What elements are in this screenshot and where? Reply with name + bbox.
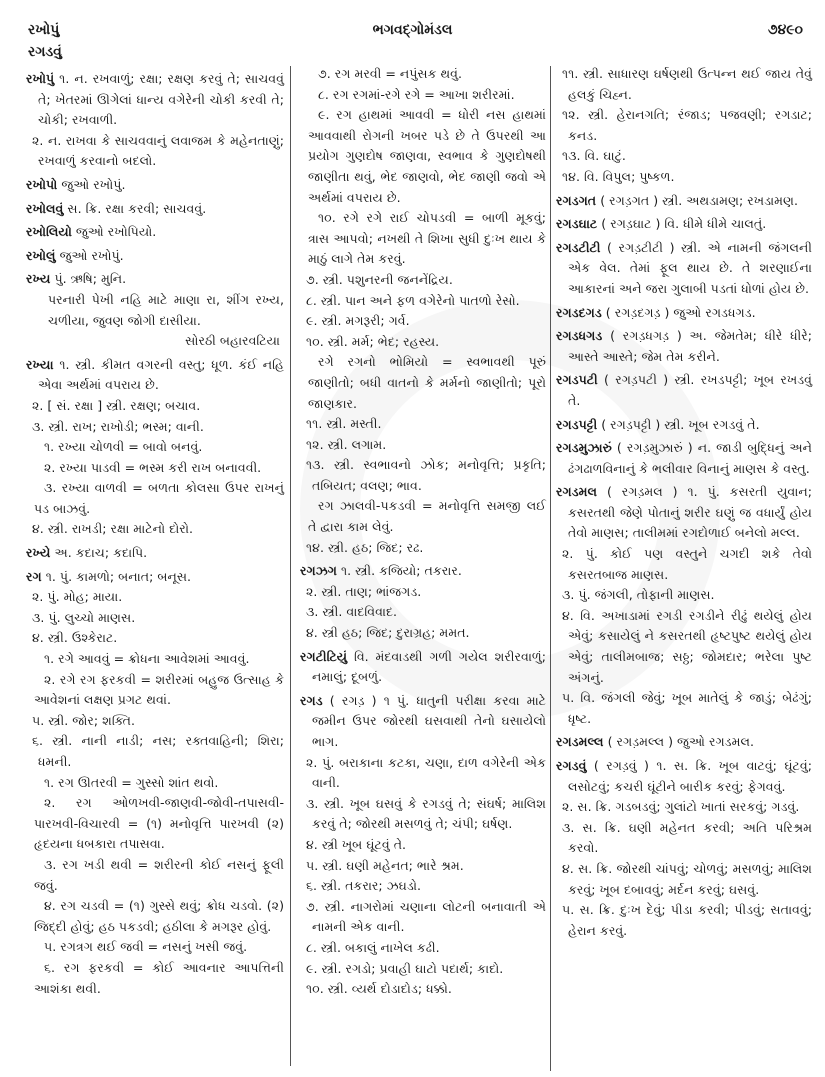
idiom-line (300, 352, 546, 414)
idiom-line (26, 958, 284, 999)
column-divider (290, 66, 291, 1066)
sense-line (26, 608, 284, 629)
definition-text: ૧૦. સ્ત્રી. વ્યર્થ દોડાદોડ; ધક્કો. (306, 981, 452, 997)
definition-text: ૧. રગે આવવું = ક્રોધના આવેશમાં આવવું. (44, 651, 250, 667)
definition-text: ૩. સ. ક્રિ. ઘણી મહેનત કરવી; અતિ પરિશ્રમ કરવો. (562, 819, 812, 856)
definition-text: ૧. સ્ત્રી. કીમત વગરની વસ્તુ; ધૂળ. કંઈ નહિ એવા અર્થમાં વપરાય છે. (38, 356, 284, 393)
definition-text: ૪. વિ. અખાડામાં રગડી રગડીને રીઢું થયેલું હોય એવું; કસાયેલું ને કસરતથી હૃષ્ટપુષ્ટ થયેલું હોય એવું; તાલીમબાજ; સઠ્ઠ; જોમદાર; ભરેલા પુષ્ટ અંગનું. (562, 607, 812, 685)
headword: રગડવું (556, 758, 587, 773)
definition-text: ૬. સ્ત્રી. તકરાર; ઝઘડો. (306, 878, 421, 894)
headword: રગડમુઝારું (556, 440, 612, 456)
dictionary-entry (26, 269, 284, 290)
dictionary-entry (26, 246, 284, 267)
definition-text: ( રગડ઼પટ્ટી ) સ્ત્રી. ખૂબ રગડવું તે. (601, 416, 760, 432)
headword: રખ્યા (26, 356, 54, 372)
headword: રગડગત (556, 192, 597, 208)
sense-line (556, 64, 812, 105)
quotation (26, 331, 284, 352)
definition-text: ( રગડ઼ટીટી ) સ્ત્રી. એ નામની જંગલની એક વેલ. તેમાં ફૂલ થાય છે. તે શરણાઈના આકારનાં અને જરા ગુલાબી પડતાં ધોળાં હોય છે. (568, 239, 812, 296)
sense-line (300, 270, 546, 291)
definition-text: ( રગડ઼વું ) ૧. સ. ક્રિ. ખૂબ વાટવું; ઘૂંટવું; લસોટવું; કચરી ઘૂંટીને બારીક કરવું; ફેગવવું. (568, 758, 812, 794)
definition-text: ( રગડ઼મલ ) ૧. પું. કસરતી યુવાન; કસરતથી જેણે પોતાનું શરીર ઘણું જ વધાર્યું હોય તેવો માણસ; તાલીમમાં રગદોળાઈ બનેલો મલ્લ. (568, 484, 812, 541)
definition-text: ૫. સ. ક્રિ. દુઃખ દેવું; પીડા કરવી; પીડવું; સતાવવું; હેરાન કરવું. (562, 902, 812, 938)
definition-text: ૨. રખ્યા પાડવી = ભસ્મ કરી રાખ બનાવવી. (44, 459, 262, 475)
definition-text: ૮. સ્ત્રી. બકાલું નાખેલ કઢી. (306, 939, 440, 955)
definition-text: પું. ઋષિ; મુનિ. (54, 271, 127, 287)
sense-line (300, 582, 546, 603)
headword: રખોલિયો (26, 224, 72, 240)
headword: રગડઘાટ (556, 216, 598, 232)
definition-text: ૨. પું. મોહ; માયા. (32, 589, 123, 605)
sense-line (556, 105, 812, 146)
definition-text: ૭. સ્ત્રી. નાગરોમાં ચણાના લોટની બનાવાતી એ નામની એક વાની. (306, 898, 546, 935)
definition-text: ૧. રખ્યા ચોળવી = બાવો બનવું. (44, 439, 203, 455)
sense-line (556, 585, 812, 606)
definition-text: ૩. પું. લુચ્ચો માણસ. (32, 609, 136, 625)
sense-line (26, 131, 284, 172)
headword: રગડમલ (556, 484, 598, 500)
idiom-line (26, 437, 284, 458)
definition-text: સોરઠી બહારવટિયા (185, 333, 280, 349)
definition-text: ૬. રગ ફરકવી = કોઈ આવનાર આપત્તિની આશંકા થવી. (34, 959, 284, 996)
definition-text: ૫. રગત્રગ થઈ જવી = નસનું ખસી જવું. (44, 939, 248, 955)
page-number: ૭૪૯૦ (767, 22, 803, 38)
idiom-line (26, 937, 284, 958)
definition-text: ૨. ન. રાખવા કે સાચવવાનું લવાજમ કે મહેનતાણું; રખવાળું કરવાનો બદલો. (32, 132, 284, 169)
headword: રગડટીટી (556, 239, 601, 255)
dictionary-entry (556, 303, 812, 324)
definition-text: ( રગડ઼ધગડ઼ ) અ. જેમતેમ; ધીરે ધીરે; આસ્તે આસ્તે; જેમ તેમ કરીને. (568, 328, 812, 364)
dictionary-entry (556, 438, 812, 479)
definition-text: ૯. સ્ત્રી. મગરૂરી; ગર્વ. (306, 313, 410, 329)
sense-line (300, 332, 546, 353)
definition-text: ૧. પું. કામળો; બનાત; બનૂસ. (45, 568, 192, 584)
idiom-line (26, 793, 284, 855)
headword: રગડદગડ (556, 304, 602, 320)
sense-line (26, 519, 284, 540)
definition-text: ૨. રગ ઓળખવી-જાણવી-જોવી-તપાસવી-પારખવી-વિચારવી = (૧) મનોવૃત્તિ પારખવી (૨) હૃદયના ધબકારા તપાસવા. (34, 795, 284, 852)
sense-line (300, 414, 546, 435)
sense-line (556, 859, 812, 900)
sense-line (26, 731, 284, 772)
definition-text: ૨. રગે રગ ફરકવી = શરીરમાં બહુજ ઉત્સાહ કે આવેશનાં લક્ષણ પ્રગટ થવાં. (34, 671, 284, 708)
definition-text: ૫. સ્ત્રી. જોર; શક્તિ. (32, 712, 135, 728)
definition-text: ( રગડ઼દગડ઼ ) જુઓ રગડધગડ. (605, 304, 756, 320)
definition-text: ૧૨. સ્ત્રી. હેરાનગતિ; રંજાડ; પજવણી; રગડાટ; કનડ. (562, 107, 812, 143)
idiom-line (26, 773, 284, 794)
idiom-line (26, 478, 284, 519)
sense-line (300, 455, 546, 496)
idiom-line (26, 855, 284, 896)
definition-text: ૧૧. સ્ત્રી. મસ્તી. (306, 416, 382, 432)
quotation (26, 290, 284, 331)
definition-text: ૧૩. સ્ત્રી. સ્વભાવનો ઝોક; મનોવૃત્તિ; પ્રકૃતિ; તબિયત; વલણ; ભાવ. (306, 457, 546, 493)
sense-line (300, 602, 546, 623)
dictionary-entry (26, 175, 284, 196)
sense-line (556, 167, 812, 188)
definition-text: ૩. સ્ત્રી. વાદવિવાદ. (306, 604, 398, 620)
headword: રખોપું (26, 71, 55, 86)
definition-text: ૧૪. સ્ત્રી. હઠ; જિદ; રઢ. (306, 539, 424, 555)
dictionary-entry (300, 561, 546, 582)
running-title: ભગવદ્ગોમંડલ (372, 22, 453, 38)
definition-text: જુઓ રખોપું. (59, 247, 124, 263)
dictionary-entry (26, 355, 284, 396)
sense-line (300, 835, 546, 856)
column-3 (556, 64, 812, 941)
sense-line (300, 623, 546, 644)
sense-line (556, 544, 812, 585)
idiom-line (26, 458, 284, 479)
sense-line (300, 753, 546, 794)
column-2 (300, 64, 546, 1000)
sense-line (26, 417, 284, 438)
definition-text: જુઓ રખોપું. (61, 176, 126, 192)
sense-line (300, 291, 546, 312)
idiom-line (300, 208, 546, 270)
definition-text: ૮. રગ રગમાં-રગે રગે = આખા શરીરમાં. (318, 86, 515, 102)
column-1 (26, 66, 284, 999)
dictionary-entry (556, 732, 812, 753)
definition-text: ૧. રગ ઊતરવી = ગુસ્સો શાંત થવો. (44, 774, 219, 790)
definition-text: ૩. સ્ત્રી. ખૂબ ઘસવું કે રગડવું તે; સંઘર્ષ; માલિશ કરવું તે; જોરથી મસળવું તે; ચંપી; ઘર્ષણ. (306, 795, 546, 832)
dictionary-entry (300, 691, 546, 753)
definition-text: ( રગડ઼ગત ) સ્ત્રી. અથડામણ; રખડામણ. (600, 192, 799, 208)
headword: રગટીટિયું (300, 648, 348, 664)
definition-text: ૨. [ સં. રક્ષા ] સ્ત્રી. રક્ષણ; બચાવ. (32, 397, 201, 413)
definition-text: ૬. સ્ત્રી. નાની નાડી; નસ; રક્તવાહિની; શિરા; ધમની. (32, 733, 284, 769)
sense-line (556, 688, 812, 729)
sense-line (556, 797, 812, 818)
sense-line (26, 628, 284, 649)
sense-line (556, 146, 812, 167)
sense-line (300, 938, 546, 959)
definition-text: ૮. સ્ત્રી. પાન અને ફળ વગેરેનો પાતળો રેસો. (306, 292, 520, 308)
sense-line (26, 396, 284, 417)
definition-text: ૯. સ્ત્રી. રગડો; પ્રવાહી ઘાટો પદાર્થ; કાદો. (306, 960, 504, 976)
sense-line (300, 794, 546, 835)
definition-text: ૨. સ્ત્રી. તાણ; ભાંજગડ. (306, 583, 422, 599)
sense-line (300, 979, 546, 1000)
definition-text: ૧. સ્ત્રી. કજિયો; તકરાર. (340, 563, 462, 579)
definition-text: ૨. પું. કોઈ પણ વસ્તુને ચગદી શકે તેવો કસરતબાજ માણસ. (562, 546, 812, 582)
sense-line (26, 711, 284, 732)
dictionary-entry (556, 370, 812, 411)
guide-word-first: રખોપું (28, 22, 60, 38)
sense-line (300, 897, 546, 938)
headword: રખ્ય (26, 271, 51, 287)
definition-text: ૧૩. વિ. ઘાટું. (562, 148, 626, 164)
headword: રખોલવું (26, 200, 64, 216)
column-divider (550, 66, 551, 1071)
headword: રગડપટ્ટી (556, 416, 598, 432)
headword: રગડધગડ (556, 328, 603, 344)
dictionary-entry (300, 647, 546, 688)
definition-text: ૩. સ્ત્રી. રાખ; રાખોડી; ભસ્મ; વાની. (32, 418, 204, 434)
definition-text: રગ ઝાલવી-પકડવી = મનોવૃત્તિ સમજી લઈ તે દ્વારા કામ લેવું. (308, 498, 546, 535)
definition-text: ૩. રગ ખડી થવી = શરીરની કોઈ નસનું ફૂલી જવું. (34, 856, 284, 893)
definition-text: ૫. વિ. જંગલી જેવું; ખૂબ માતેલું કે જાડું; બેઢંગું; ધૃષ્ટ. (562, 690, 812, 726)
guide-word-last: રગડવું (28, 44, 62, 60)
dictionary-entry (26, 222, 284, 243)
definition-text: ૭. રગ મરવી = નપુંસક થવું. (318, 66, 463, 81)
definition-text: ૫. સ્ત્રી. ઘણી મહેનત; ભારે શ્રમ. (306, 857, 464, 873)
dictionary-entry (26, 567, 284, 588)
definition-text: ૨. પું. બરાકાના કટકા, ચણા, દાળ વગેરેની એક વાની. (306, 754, 546, 791)
definition-text: ૪. રગ ચડવી = (૧) ગુસ્સે થવું; ક્રોધ ચડવો. (૨) જિદ્દી હોવું; હઠ પકડવી; હઠીલા કે મગરૂર હોવું. (34, 898, 284, 934)
idiom-line (300, 496, 546, 537)
headword: રગડમલ્લ (556, 734, 604, 750)
definition-text: વિ. મંદવાડથી ગળી ગયેલ શરીરવાળું; નમાલું; દૂબળું. (312, 648, 546, 685)
definition-text: ૭. સ્ત્રી. પશુનરની જનનેંદ્રિય. (306, 271, 453, 287)
headword: રખ્યે (26, 545, 51, 561)
definition-text: ૧૦. રગે રગે રાઈ ચોપડવી = બાળી મૂકવું; ત્રાસ આપવો; નખથી તે શિખા સુધી દુઃખ થાય કે માઠું લાગે તેમ કરવું. (308, 210, 546, 267)
definition-text: ૨. સ. ક્રિ. ગડબડવું; ગુલાંટો ખાતાં સરકવું; ગડવું. (562, 799, 800, 815)
definition-text: ૩. પું. જંગલી, તોફાની માણસ. (562, 587, 715, 603)
idiom-line (300, 64, 546, 85)
definition-text: ૧૧. સ્ત્રી. સાધારણ ઘર્ષણથી ઉત્પન્ન થઈ જાય તેવું હલકું ચિહ્ન. (562, 66, 812, 102)
dictionary-entry (26, 69, 284, 131)
idiom-line (26, 670, 284, 711)
headword: રગડ (300, 692, 323, 708)
definition-text: ૩. રખ્યા વાળવી = બળતા કોલસા ઉપર રાખનું પડ બાઝવું. (34, 480, 284, 516)
definition-text: ૪. સ્ત્રી. ઉશ્કેરાટ. (32, 630, 118, 646)
idiom-line (26, 896, 284, 937)
dictionary-entry (556, 482, 812, 544)
definition-text: ( રગડ઼ઘાટ ) વિ. ધીમે ધીમે ચાલતું. (601, 216, 767, 232)
dictionary-entry (556, 756, 812, 797)
definition-text: ( રગડ઼પટી ) સ્ત્રી. રખડપટ્ટી; ખૂબ રખડવું તે. (568, 372, 812, 408)
definition-text: ૯. રગ હાથમાં આવવી = ધોરી નસ હાથમાં આવવાથી રોગની ખબર પડે છે તે ઉપરથી આ પ્રયોગ ગુણદોષ જાણવા, સ્વભાવ કે ગુણદોષથી જાણીતા થવું, ભેદ જાણવો, ભેદ જાણી જવો એ અર્થમાં વપરાય છે. (308, 107, 546, 205)
definition-text: ૧. ન. રખવાળું; રક્ષા; રક્ષણ કરવું તે; સાચવવું તે; ખેતરમાં ઊગેલાં ધાન્ય વગેરેની ચોકી કરવી તે; ચોકી; રખવાળી. (38, 71, 284, 128)
sense-line (300, 876, 546, 897)
idiom-line (300, 105, 546, 208)
definition-text: ૪. સ્ત્રી ખૂબ ઘૂંટવું તે. (306, 836, 407, 852)
definition-text: ૪. સ્ત્રી. રાખડી; રક્ષા માટેનો દોરો. (32, 521, 193, 537)
dictionary-entry (556, 238, 812, 300)
definition-text: ( રગડ઼મુઝારું ) ન. જાડી બુદ્ધિનું અને ઢંગઢાળવિનાનું કે ભલીવાર વિનાનું માણસ કે વસ્તુ. (568, 440, 812, 476)
dictionary-entry (556, 214, 812, 235)
definition-text: જુઓ રખોપિયો. (75, 224, 157, 240)
definition-text: ૪. સ્ત્રી હઠ; જિદ; દુરાગ્રહ; મમત. (306, 625, 470, 641)
definition-text: ( રગડ઼ ) ૧ પું. ધાતુની પરીક્ષા કરવા માટે જમીન ઉપર જોરથી ઘસવાથી તેનો ઘસાયેલો ભાગ. (312, 692, 546, 749)
sense-line (300, 856, 546, 877)
headword: રખોપો (26, 176, 58, 192)
definition-text: પરનારી પેખી નહિ માટે માણા રા, શીંગ રખ્ય, ચળીયા, જુવણ જોગી દાસીયા. (48, 291, 284, 328)
dictionary-entry (26, 199, 284, 220)
definition-text: રગે રગનો ભોમિયો = સ્વભાવથી પૂરું જાણીતો; બધી વાતનો કે મર્મનો જાણીતો; પૂરો જાણકાર. (308, 354, 546, 411)
sense-line (556, 900, 812, 941)
sense-line (300, 959, 546, 980)
definition-text: ૧૦. સ્ત્રી. મર્મ; ભેદ; રહસ્ય. (306, 333, 440, 349)
definition-text: ૧૨. સ્ત્રી. લગામ. (306, 436, 387, 452)
definition-text: ( રગડ઼મલ્લ ) જુઓ રગડમલ. (607, 734, 754, 750)
dictionary-entry (556, 326, 812, 367)
headword: રગડપટી (556, 372, 598, 388)
sense-line (300, 311, 546, 332)
sense-line (556, 606, 812, 688)
dictionary-entry (556, 415, 812, 436)
definition-text: અ. કદાચ; કદાપિ. (54, 545, 148, 561)
sense-line (300, 435, 546, 456)
definition-text: સ. ક્રિ. રક્ષા કરવી; સાચવવું. (67, 200, 207, 216)
definition-text: ૪. સ. ક્રિ. જોરથી ચાંપવું; ચોળવું; મસળવું; માલિશ કરવું; ખૂબ દબાવવું; મર્દન કરવું; ઘસવું. (562, 860, 812, 897)
headword: રગઝગ (300, 563, 337, 579)
idiom-line (26, 649, 284, 670)
sense-line (300, 538, 546, 559)
dictionary-entry (26, 543, 284, 564)
sense-line (26, 587, 284, 608)
idiom-line (300, 85, 546, 106)
definition-text: ૧૪. વિ. વિપુલ; પુષ્કળ. (562, 168, 675, 184)
dictionary-entry (556, 191, 812, 212)
sense-line (556, 818, 812, 859)
headword: રગ (26, 568, 42, 584)
headword: રખોલું (26, 247, 56, 263)
